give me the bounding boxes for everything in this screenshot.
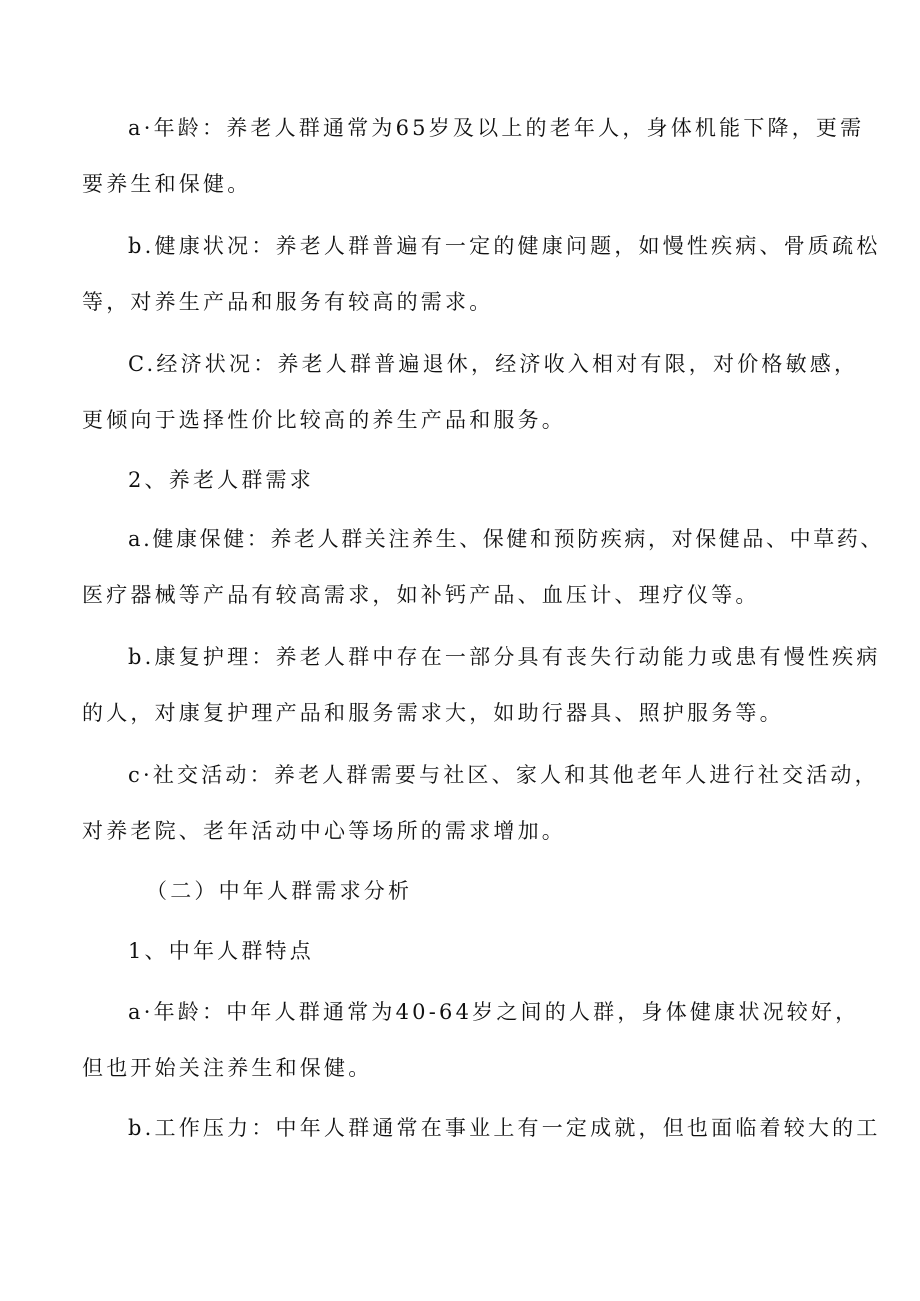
text-line: a·年龄：养老人群通常为65岁及以上的老年人，身体机能下降，更需 xyxy=(128,116,865,140)
text-line: 医疗器械等产品有较高需求，如补钙产品、血压计、理疗仪等。 xyxy=(82,583,760,607)
text-line: C.经济状况：养老人群普遍退休，经济收入相对有限，对价格敏感， xyxy=(128,352,859,376)
text-line: 对养老院、老年活动中心等场所的需求增加。 xyxy=(82,819,566,843)
text-line: b.健康状况：养老人群普遍有一定的健康问题，如慢性疾病、骨质疏松 xyxy=(128,234,881,258)
text-line: 但也开始关注养生和保健。 xyxy=(82,1056,373,1080)
text-line: a.健康保健：养老人群关注养生、保健和预防疾病，对保健品、中草药、 xyxy=(128,527,884,551)
text-line: b.工作压力：中年人群通常在事业上有一定成就，但也面临着较大的工 xyxy=(128,1116,881,1140)
section-heading: （二）中年人群需求分析 xyxy=(146,879,413,903)
text-line: a·年龄：中年人群通常为40-64岁之间的人群，身体健康状况较好， xyxy=(128,1000,860,1024)
text-line: 更倾向于选择性价比较高的养生产品和服务。 xyxy=(82,408,566,432)
text-line: 要养生和保健。 xyxy=(82,172,252,196)
text-line: c·社交活动：养老人群需要与社区、家人和其他老年人进行社交活动， xyxy=(128,763,879,787)
section-heading: 1、中年人群特点 xyxy=(128,939,314,963)
section-heading: 2、养老人群需求 xyxy=(128,468,314,492)
text-line: 等，对养生产品和服务有较高的需求。 xyxy=(82,290,494,314)
text-line: 的人，对康复护理产品和服务需求大，如助行器具、照护服务等。 xyxy=(82,701,784,725)
text-line: b.康复护理：养老人群中存在一部分具有丧失行动能力或患有慢性疾病 xyxy=(128,645,881,669)
